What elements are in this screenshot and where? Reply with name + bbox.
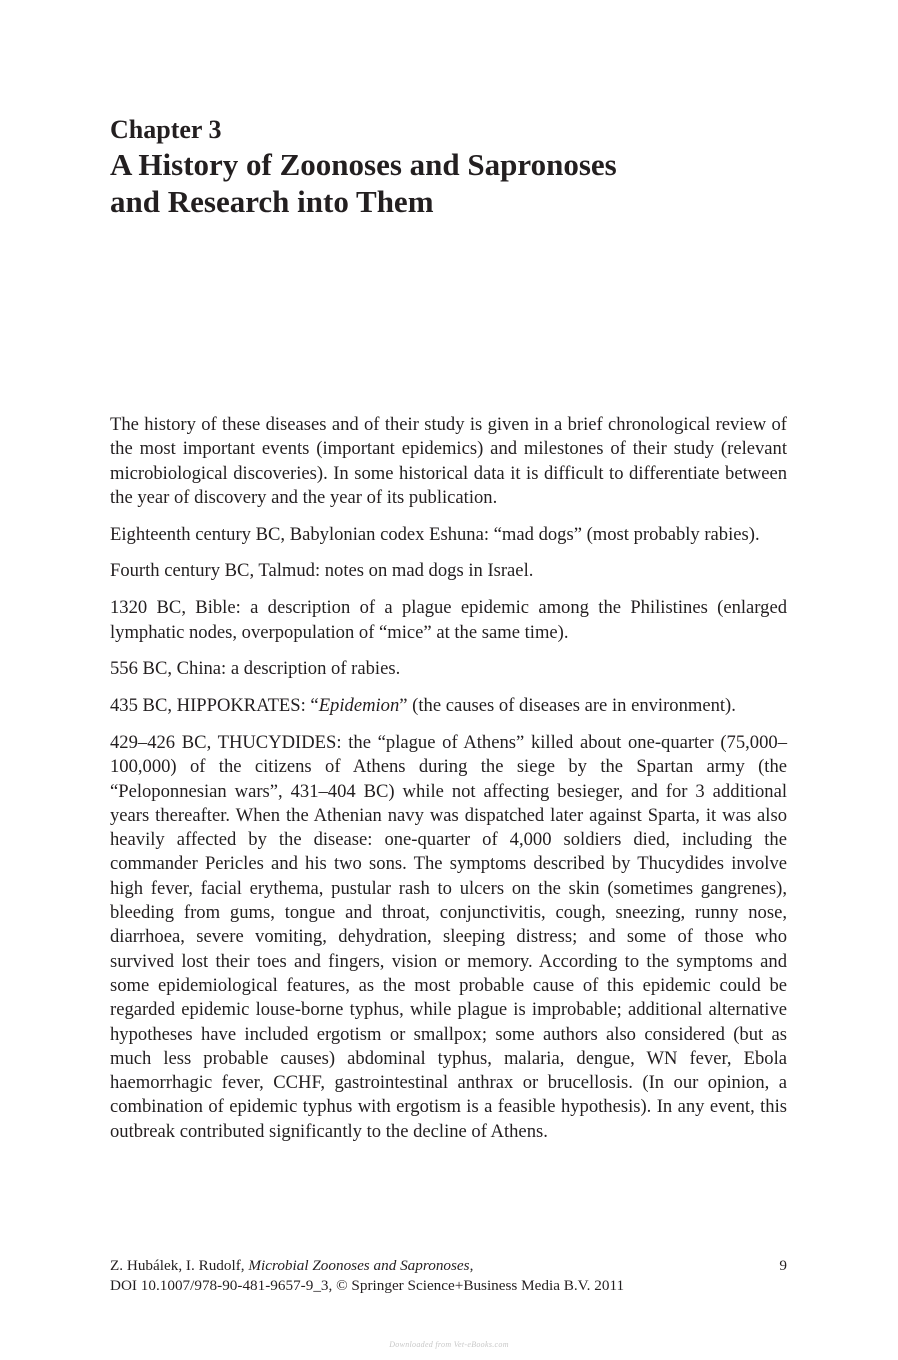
entry-talmud: Fourth century BC, Talmud: notes on mad dogs in Israel. bbox=[110, 560, 534, 582]
intro-paragraph: The history of these diseases and of their study is given in a brief chronological review of the most important events (important epidemics) and milestones of their study (relevant microbiological discoveries). In some historical data it is difficult to differentiate between the year of discovery and the year of its publication. bbox=[110, 414, 787, 508]
chapter-heading bbox=[110, 114, 750, 220]
chapter-title-line-2: and Research into Them bbox=[110, 184, 434, 219]
page-number: 9 bbox=[779, 1257, 787, 1274]
chapter-title bbox=[110, 146, 750, 220]
hippokrates-text-a: 435 BC, HIPPOKRATES: “ bbox=[110, 695, 319, 717]
page-footer bbox=[110, 1256, 787, 1296]
chapter-body bbox=[110, 413, 787, 1157]
entry-bible-plague: 1320 BC, Bible: a description of a plague epidemic among the Philistines (enlarged lymphatic nodes, overpopulation of “mice” at the same time). bbox=[110, 597, 787, 643]
chapter-title-line-1: A History of Zoonoses and Sapronoses bbox=[110, 147, 617, 182]
entry-china-rabies: 556 BC, China: a description of rabies. bbox=[110, 658, 401, 680]
entry-thucydides: 429–426 BC, THUCYDIDES: the “plague of Athens” killed about one-quarter (75,000–100,000) of the citizens of Athens during the siege by the Spartan army (the “Peloponnesian wars”, 431–404 BC) while not affecting besieger, and for 3 additional years thereafter. When the Athenian navy was dispatched later against Sparta, it was also heavily affected by the disease: one-quarter of 4,000 soldiers died, including the commander Pericles and his two sons. The symptoms described by Thucydides involve high fever, facial erythema, pustular rash to ulcers on the skin (sometimes gangrenes), bleeding from gums, tongue and throat, conjunctivitis, cough, sneezing, runny nose, diarrhoea, severe vomiting, dehydration, sleeping distress; and some of those who survived lost their toes and fingers, vision or memory. According to the symptoms and some epidemiological features, as the most probable cause of this epidemic could be regarded epidemic louse-borne typhus, while plague is improbable; additional alternative hypotheses have included ergotism or smallpox; some authors also considered (but as much less probable causes) abdominal typhus, malaria, dengue, WN fever, Ebola haemorrhagic fever, CCHF, gastrointestinal anthrax or brucellosis. (In our opinion, a combination of epidemic typhus with ergotism is a feasible hypothesis). In any event, this outbreak contributed significantly to the decline of Athens. bbox=[110, 731, 787, 1142]
download-watermark: Downloaded from Vet-eBooks.com bbox=[389, 1340, 509, 1349]
footer-authors: Z. Hubálek, I. Rudolf, bbox=[110, 1257, 249, 1274]
footer-book-title: Microbial Zoonoses and Sapronoses bbox=[248, 1257, 470, 1274]
entry-hippokrates bbox=[110, 694, 787, 718]
footer-comma: , bbox=[469, 1257, 474, 1274]
citation-line bbox=[110, 1256, 787, 1276]
chapter-label: Chapter 3 bbox=[110, 115, 222, 144]
hippokrates-text-b: ” (the causes of diseases are in environment). bbox=[399, 695, 736, 717]
epidemion-italic: Epidemion bbox=[318, 695, 400, 717]
doi-line: DOI 10.1007/978-90-481-9657-9_3, © Springer Science+Business Media B.V. 2011 bbox=[110, 1277, 625, 1294]
entry-babylonian-codex: Eighteenth century BC, Babylonian codex Eshuna: “mad dogs” (most probably rabies). bbox=[110, 523, 760, 545]
